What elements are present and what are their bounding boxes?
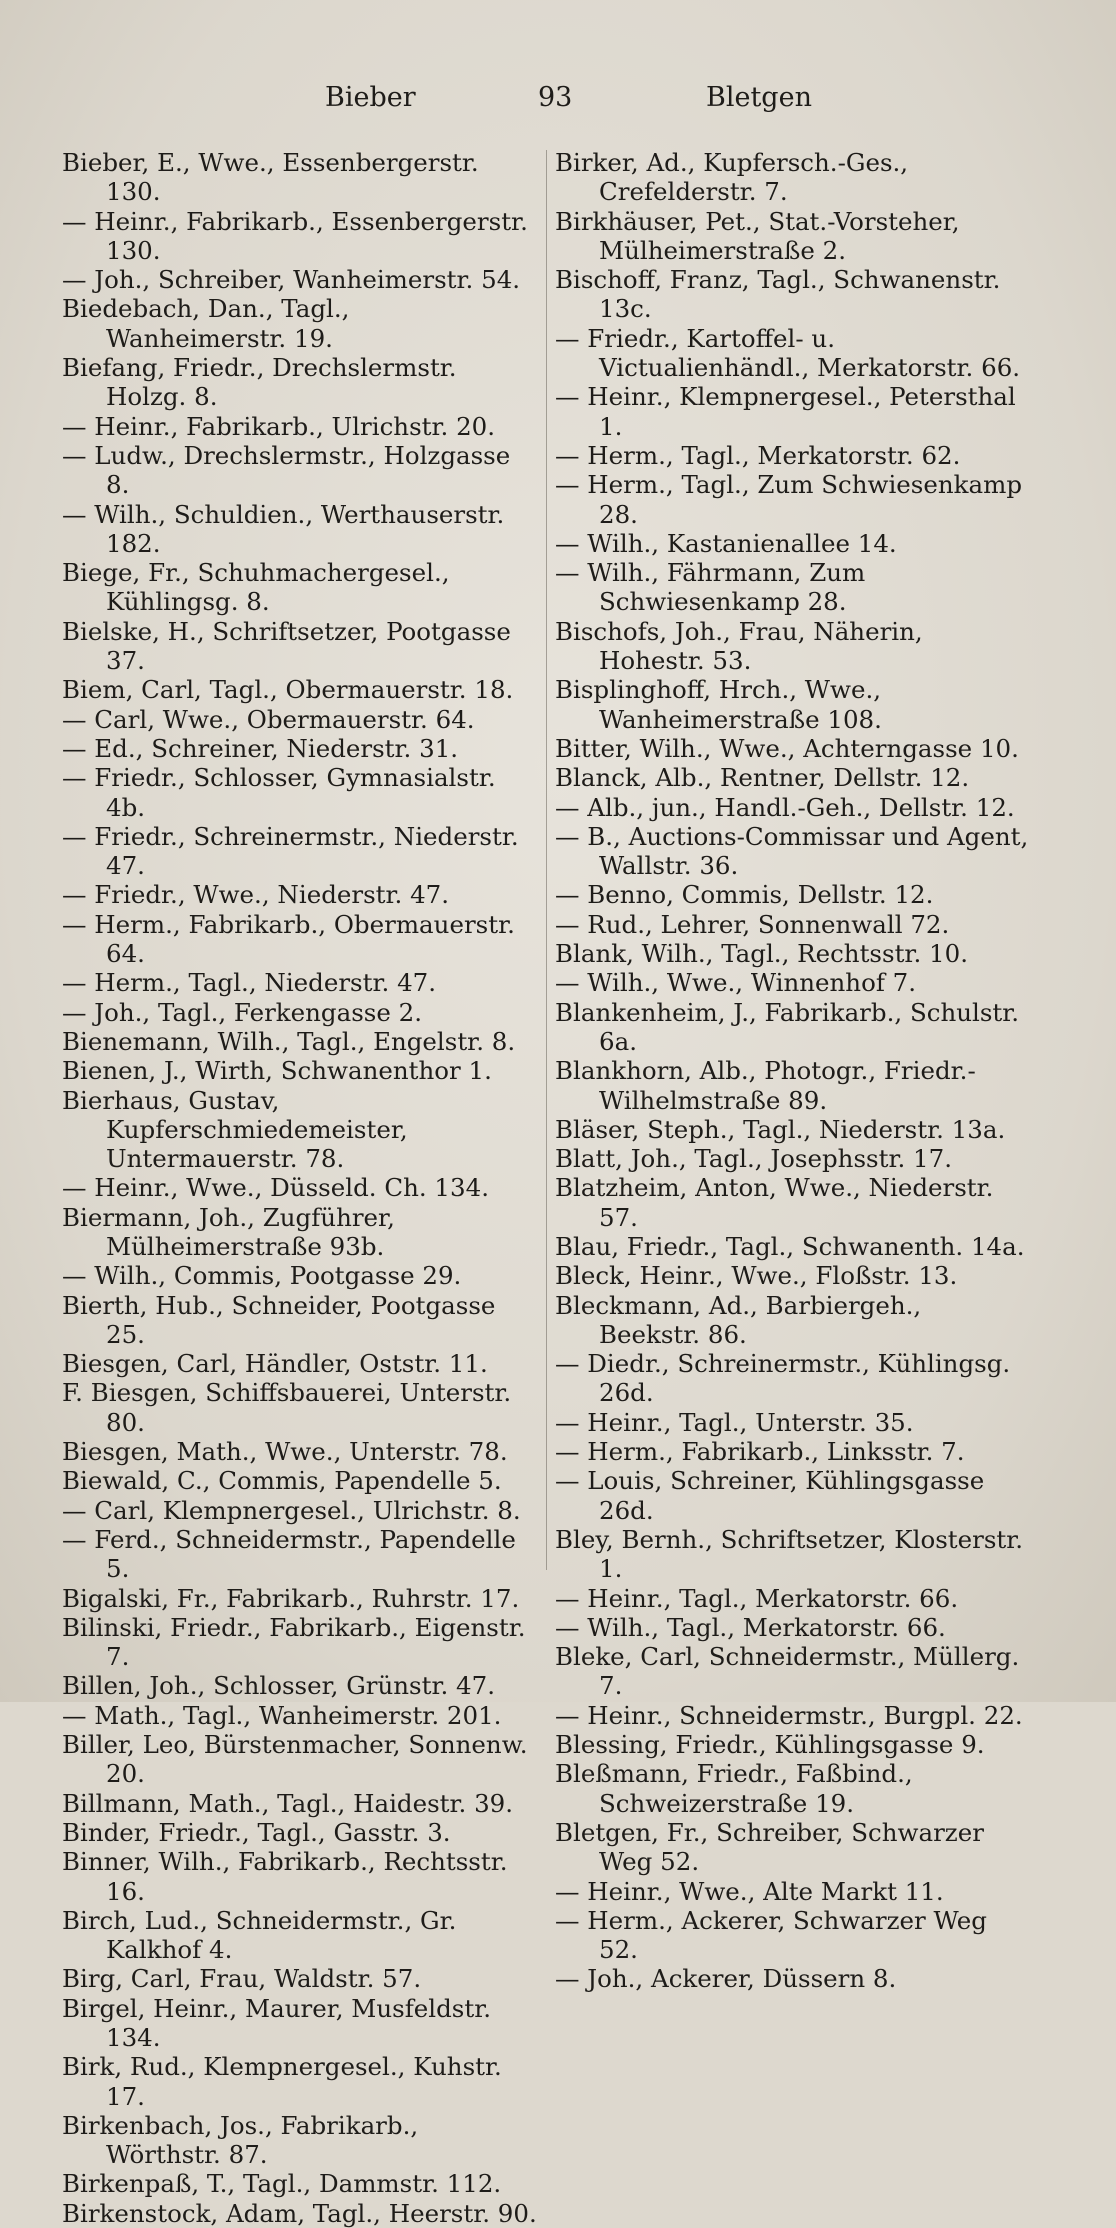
directory-entry: — Heinr., Tagl., Merkatorstr. 66. — [555, 1583, 959, 1613]
directory-entry: Biesgen, Math., Wwe., Unterstr. 78. — [62, 1437, 508, 1467]
directory-entry: Bley, Bernh., Schriftsetzer, Klosterstr. 1. — [555, 1524, 1024, 1584]
directory-entry: — Joh., Ackerer, Düssern 8. — [555, 1964, 897, 1994]
directory-entry: — Herm., Fabrikarb., Linksstr. 7. — [555, 1437, 965, 1467]
directory-entry: Biesgen, Carl, Händler, Oststr. 11. — [62, 1349, 488, 1379]
directory-entry: Bisplinghoff, Hrch., Wwe., Wanheimerstraße 108. — [555, 675, 882, 734]
directory-entry: Blanck, Alb., Rentner, Dellstr. 12. — [555, 763, 970, 793]
directory-entry: — Friedr., Wwe., Niederstr. 47. — [62, 880, 450, 910]
directory-entry: Birk, Rud., Klempnergesel., Kuhstr. 17. — [62, 2052, 502, 2111]
directory-entry: — Rud., Lehrer, Sonnenwall 72. — [555, 909, 950, 939]
directory-entry: Biege, Fr., Schuhmachergesel., Kühlingsg. 8. — [62, 558, 450, 617]
directory-entry: Binner, Wilh., Fabrikarb., Rechtsstr. 16. — [62, 1847, 508, 1906]
directory-entry: — Joh., Schreiber, Wanheimerstr. 54. — [62, 265, 521, 295]
directory-entry: — Carl, Klempnergesel., Ulrichstr. 8. — [62, 1495, 521, 1525]
directory-entry: Birker, Ad., Kupfersch.-Ges., Crefelderstr. 7. — [555, 148, 909, 207]
directory-entry: Blatt, Joh., Tagl., Josephsstr. 17. — [555, 1144, 953, 1174]
directory-entry: Bischoff, Franz, Tagl., Schwanenstr. 13c. — [555, 265, 1001, 324]
directory-entry: — Heinr., Wwe., Düsseld. Ch. 134. — [62, 1173, 489, 1203]
directory-entry: Bigalski, Fr., Fabrikarb., Ruhrstr. 17. — [62, 1583, 520, 1613]
directory-entry: Bienemann, Wilh., Tagl., Engelstr. 8. — [62, 1026, 516, 1056]
directory-entry: — Ludw., Drechslermstr., Holzgasse 8. — [62, 440, 511, 500]
directory-entry: — Heinr., Fabrikarb., Essenbergerstr. 130. — [62, 206, 528, 265]
directory-entry: — Alb., jun., Handl.-Geh., Dellstr. 12. — [555, 792, 1015, 822]
directory-entry: Blau, Friedr., Tagl., Schwanenth. 14a. — [555, 1231, 1025, 1261]
directory-entry: Biermann, Joh., Zugführer, Mülheimerstraße 93b. — [62, 1202, 395, 1261]
directory-entry: Bläser, Steph., Tagl., Niederstr. 13a. — [555, 1114, 1006, 1144]
directory-entry: Birkenpaß, T., Tagl., Dammstr. 112. — [62, 2169, 502, 2199]
column-divider — [546, 150, 547, 1570]
page-number: 93 — [538, 82, 573, 113]
directory-entry: — Louis, Schreiner, Kühlingsgasse 26d. — [555, 1466, 985, 1525]
directory-entry: — Heinr., Fabrikarb., Ulrichstr. 20. — [62, 411, 496, 441]
directory-entry: Bleßmann, Friedr., Faßbind., Schweizerstraße 19. — [555, 1759, 913, 1818]
directory-entry: Birkenbach, Jos., Fabrikarb., Wörthstr. 87. — [62, 2110, 419, 2170]
directory-entry: Bierhaus, Gustav, Kupferschmiedemeister, Untermauerstr. 78. — [62, 1085, 408, 1174]
directory-entry: Biller, Leo, Bürstenmacher, Sonnenw. 20. — [62, 1730, 528, 1789]
directory-entry: — Herm., Ackerer, Schwarzer Weg 52. — [555, 1905, 987, 1965]
directory-entry: — Joh., Tagl., Ferkengasse 2. — [62, 997, 423, 1027]
directory-entry: Birkhäuser, Pet., Stat.-Vorsteher, Mülheimerstraße 2. — [555, 206, 960, 265]
right-column — [555, 148, 1030, 1994]
directory-entry: Bienen, J., Wirth, Schwanenthor 1. — [62, 1056, 492, 1086]
directory-entry: Bleckmann, Ad., Barbiergeh., Beekstr. 86. — [555, 1290, 922, 1349]
directory-entry: — Wilh., Fährmann, Zum Schwiesenkamp 28. — [555, 558, 866, 617]
directory-entry: — Carl, Wwe., Obermauerstr. 64. — [62, 704, 475, 734]
header-last-entry: Bletgen — [706, 82, 812, 113]
directory-entry: Birg, Carl, Frau, Waldstr. 57. — [62, 1964, 422, 1994]
directory-entry: Blessing, Friedr., Kühlingsgasse 9. — [555, 1730, 985, 1760]
directory-entry: — Heinr., Tagl., Unterstr. 35. — [555, 1407, 914, 1437]
directory-entry: Bilinski, Friedr., Fabrikarb., Eigenstr. 7. — [62, 1612, 526, 1672]
directory-entry: Billmann, Math., Tagl., Haidestr. 39. — [62, 1788, 514, 1818]
directory-entry: Blankhorn, Alb., Photogr., Friedr.-Wilhelmstraße 89. — [555, 1056, 976, 1115]
directory-entry: — Math., Tagl., Wanheimerstr. 201. — [62, 1700, 502, 1730]
directory-entry: Biedebach, Dan., Tagl., Wanheimerstr. 19. — [62, 294, 350, 353]
directory-entry: — Wilh., Kastanienallee 14. — [555, 528, 897, 558]
directory-entry: — Wilh., Commis, Pootgasse 29. — [62, 1261, 462, 1291]
directory-entry: Blank, Wilh., Tagl., Rechtsstr. 10. — [555, 939, 968, 969]
directory-entry: — Herm., Tagl., Merkatorstr. 62. — [555, 440, 961, 470]
directory-entry: — Friedr., Schlosser, Gymnasialstr. 4b. — [62, 763, 496, 822]
directory-entry: Billen, Joh., Schlosser, Grünstr. 47. — [62, 1671, 496, 1701]
directory-entry: Biem, Carl, Tagl., Obermauerstr. 18. — [62, 675, 514, 705]
directory-entry: — Herm., Fabrikarb., Obermauerstr. 64. — [62, 909, 515, 969]
directory-entry: — Friedr., Schreinermstr., Niederstr. 47. — [62, 821, 519, 881]
header-first-entry: Bieber — [325, 82, 416, 113]
directory-entry: — Wilh., Tagl., Merkatorstr. 66. — [555, 1612, 946, 1642]
directory-entry: — Ferd., Schneidermstr., Papendelle 5. — [62, 1524, 516, 1584]
directory-entry: — Benno, Commis, Dellstr. 12. — [555, 880, 934, 910]
directory-entry: — Diedr., Schreinermstr., Kühlingsg. 26d. — [555, 1349, 1011, 1408]
directory-entry: — Wilh., Schuldien., Werthauserstr. 182. — [62, 499, 505, 558]
directory-entry: Birgel, Heinr., Maurer, Musfeldstr. 134. — [62, 1993, 492, 2052]
left-column — [62, 148, 537, 2228]
directory-entry: — Heinr., Wwe., Alte Markt 11. — [555, 1876, 944, 1906]
directory-entry: Bieber, E., Wwe., Essenbergerstr. 130. — [62, 148, 479, 207]
directory-entry: Blatzheim, Anton, Wwe., Niederstr. 57. — [555, 1173, 994, 1232]
directory-entry: Birch, Lud., Schneidermstr., Gr. Kalkhof 4. — [62, 1905, 457, 1965]
directory-entry: Binder, Friedr., Tagl., Gasstr. 3. — [62, 1817, 451, 1847]
running-header — [0, 82, 1116, 122]
directory-entry: Birkenstock, Adam, Tagl., Heerstr. 90. — [62, 2198, 537, 2228]
directory-entry: Bischofs, Joh., Frau, Näherin, Hohestr. 53. — [555, 616, 923, 676]
directory-entry: — B., Auctions-Commissar und Agent, Wallstr. 36. — [555, 821, 1029, 881]
directory-entry: — Friedr., Kartoffel- u. Victualienhändl., Merkatorstr. 66. — [555, 323, 1021, 383]
directory-entry: Bielske, H., Schriftsetzer, Pootgasse 37. — [62, 616, 511, 676]
directory-entry: Biewald, C., Commis, Papendelle 5. — [62, 1466, 502, 1496]
directory-entry: Bleck, Heinr., Wwe., Floßstr. 13. — [555, 1261, 958, 1291]
directory-entry: Bitter, Wilh., Wwe., Achterngasse 10. — [555, 733, 1019, 763]
directory-entry: Bleke, Carl, Schneidermstr., Müllerg. 7. — [555, 1642, 1020, 1701]
directory-entry: Bletgen, Fr., Schreiber, Schwarzer Weg 52. — [555, 1817, 984, 1877]
directory-entry: F. Biesgen, Schiffsbauerei, Unterstr. 80. — [62, 1378, 512, 1437]
directory-entry: — Heinr., Schneidermstr., Burgpl. 22. — [555, 1700, 1023, 1730]
directory-entry: — Heinr., Klempnergesel., Petersthal 1. — [555, 382, 1016, 441]
directory-entry: Biefang, Friedr., Drechslermstr. Holzg. 8. — [62, 353, 457, 412]
directory-entry: — Herm., Tagl., Zum Schwiesenkamp 28. — [555, 470, 1023, 529]
directory-entry: — Ed., Schreiner, Niederstr. 31. — [62, 733, 459, 763]
directory-entry: — Wilh., Wwe., Winnenhof 7. — [555, 968, 917, 998]
directory-entry: Bierth, Hub., Schneider, Pootgasse 25. — [62, 1290, 496, 1349]
directory-entry: Blankenheim, J., Fabrikarb., Schulstr. 6a. — [555, 997, 1020, 1056]
directory-entry: — Herm., Tagl., Niederstr. 47. — [62, 968, 437, 998]
